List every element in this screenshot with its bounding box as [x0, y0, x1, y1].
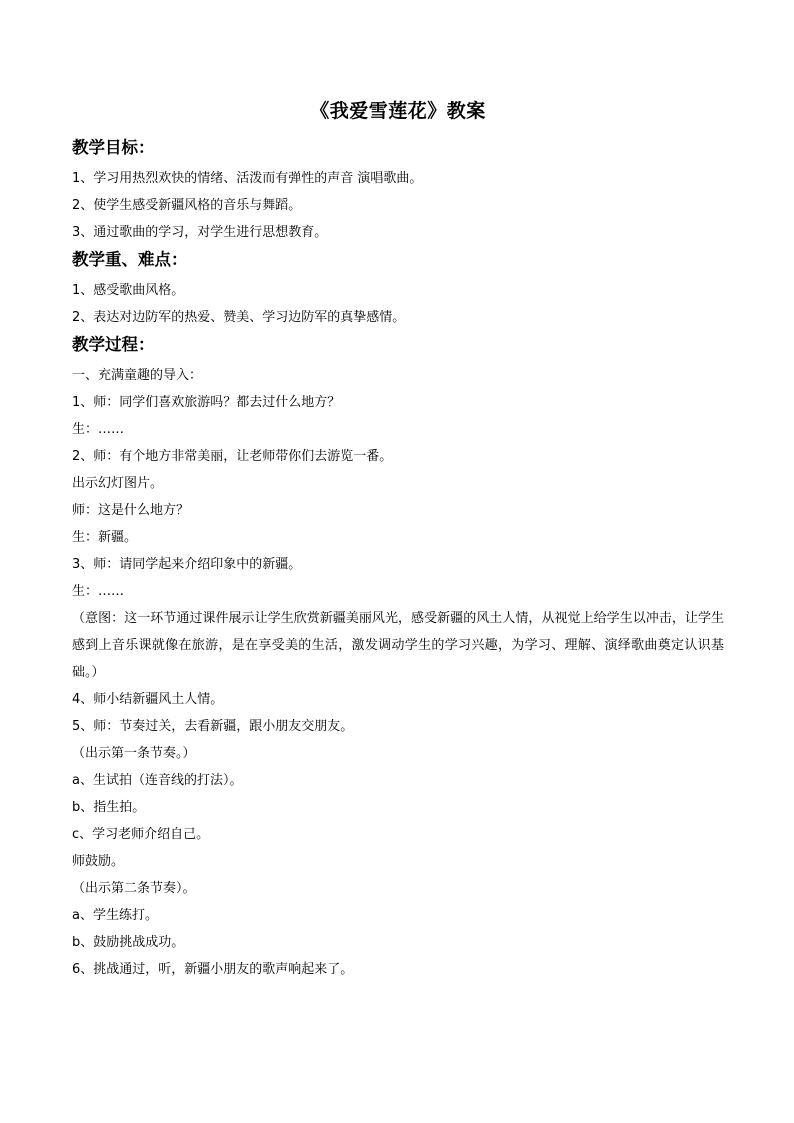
process-line: 2、师：有个地方非常美丽，让老师带你们去游览一番。: [72, 449, 393, 464]
document-content: [72, 97, 724, 983]
section-heading: 教学过程：: [72, 335, 155, 354]
section-heading: 教学目标：: [72, 138, 155, 157]
process-line: 1、师：同学们喜欢旅游吗？都去过什么地方？: [72, 395, 341, 410]
section-teaching-goals: [72, 134, 724, 246]
goal-item-3: 3、通过歌曲的学习，对学生进行思想教育。: [72, 225, 328, 240]
section-teaching-process: [72, 331, 724, 983]
process-intent-paragraph: （意图：这一环节通过课件展示让学生欣赏新疆美丽风光，感受新疆的风土人情，从视觉上给学生以冲击，让学生感到上音乐课就像在旅游，是在享受美的生活，激发调动学生的学习兴趣，为学习、理解、演绎歌曲奠定认识基础。）: [72, 611, 724, 680]
process-line: （出示第二条节奏）。: [72, 881, 196, 896]
key-point-item-2: 2、表达对边防军的热爱、赞美、学习边防军的真挚感情。: [72, 310, 406, 325]
process-line: （出示第一条节奏。）: [72, 746, 196, 761]
document-title: 《我爱雪莲花》教案: [310, 100, 486, 122]
process-line: b、鼓励挑战成功。: [72, 935, 185, 950]
process-line: 4、师小结新疆风土人情。: [72, 692, 224, 707]
section-heading: 教学重、难点：: [72, 250, 188, 269]
process-line: a、学生练打。: [72, 908, 158, 923]
section-key-points: [72, 246, 724, 331]
process-line: 6、挑战通过，听，新疆小朋友的歌声响起来了。: [72, 962, 354, 977]
process-line: 出示幻灯图片。: [72, 476, 164, 491]
key-point-item-1: 1、感受歌曲风格。: [72, 283, 185, 298]
process-line: 生：……: [72, 422, 125, 437]
process-line: 5、师：节奏过关，去看新疆，跟小朋友交朋友。: [72, 719, 354, 734]
process-line: 师鼓励。: [72, 854, 125, 869]
process-line: 生：新疆。: [72, 530, 138, 545]
process-line: 生：……: [72, 584, 125, 599]
process-line: b、指生拍。: [72, 800, 146, 815]
process-line: a、生试拍（连音线的打法）。: [72, 773, 243, 788]
process-line: c、学习老师介绍自己。: [72, 827, 210, 842]
process-line: 一、充满童趣的导入：: [72, 368, 203, 383]
goal-item-1: 1、学习用热烈欢快的情绪、活泼而有弹性的声音 演唱歌曲。: [72, 171, 423, 186]
process-line: 3、师：请同学起来介绍印象中的新疆。: [72, 557, 302, 572]
goal-item-2: 2、使学生感受新疆风格的音乐与舞蹈。: [72, 198, 302, 213]
process-line: 师：这是什么地方？: [72, 503, 190, 518]
